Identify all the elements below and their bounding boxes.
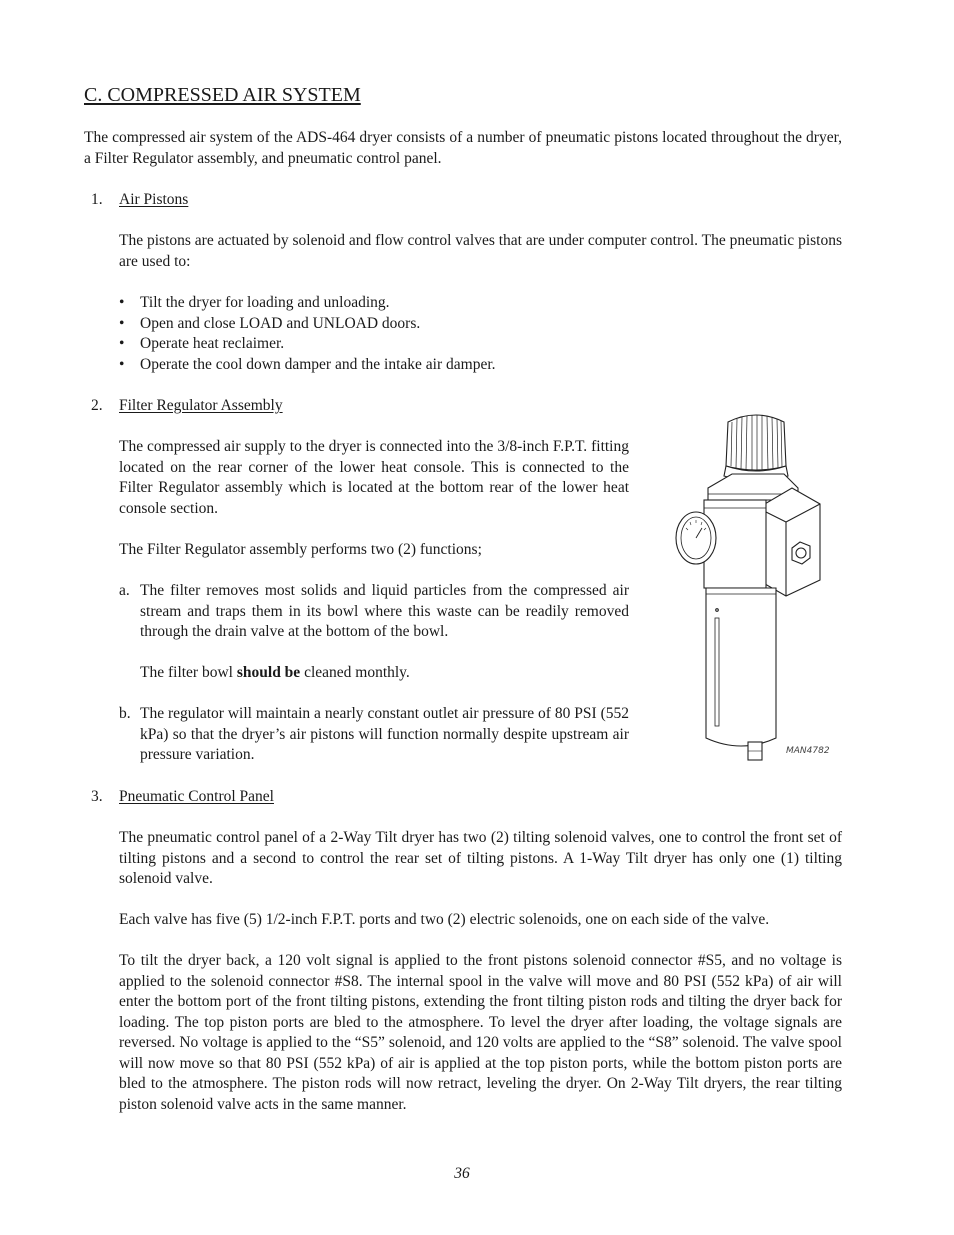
item-3-number: 3. [91,788,103,805]
control-panel-paragraph: The pneumatic control panel of a 2-Way Tilt dryer has two (2) tilting solenoid valves, one to control the front set of tilting pistons and a second to control the rear set of tilting pistons. A 1-Way Tilt dryer has only one (1) tilting solenoid valve. [119,829,842,887]
section-title: C. COMPRESSED AIR SYSTEM [84,84,361,106]
function-a-marker: a. [119,582,130,599]
item-3-heading: Pneumatic Control Panel [119,788,274,805]
item-1-heading: Air Pistons [119,191,189,208]
function-b-marker: b. [119,705,131,722]
list-item: • Tilt the dryer for loading and unloading. [119,293,819,314]
filter-regulator-figure [668,408,838,768]
function-b [119,704,629,766]
page-number: 36 [454,1165,470,1182]
figure-label: MAN4782 [786,746,830,756]
bullet-icon: • [119,355,125,373]
item-1-number: 1. [91,191,103,208]
function-a-text: The filter removes most solids and liquid particles from the compressed air stream and traps them in its bowl where this waste can be readily removed through the drain valve at the bottom of the bowl. [140,582,629,640]
list-item: • Open and close LOAD and UNLOAD doors. [119,314,819,335]
piston-uses-list [119,293,819,375]
list-item: • Operate the cool down damper and the intake air damper. [119,355,819,376]
filter-bowl-note: The filter bowl should be cleaned monthly. [140,664,410,681]
bullet-icon: • [119,314,125,332]
list-item: • Operate heat reclaimer. [119,334,819,355]
air-pistons-paragraph: The pistons are actuated by solenoid and flow control valves that are under computer control. The pneumatic pistons are used to: [119,232,842,270]
tilt-operation-paragraph: To tilt the dryer back, a 120 volt signal is applied to the front pistons solenoid connector #S5, and no voltage is applied to the solenoid connector #S8. The internal spool in the valve will move and 80 PSI (552 kPa) of air will enter the bottom port of the front tilting pistons, extending the front tilting piston rods and tilting the dryer back for loading. The top piston ports are bled to the atmosphere. To level the dryer after loading, the voltage signals are reversed. No voltage is applied to the “S5” solenoid, and 120 volts are applied to the “S8” solenoid. The valve spool will now move so that 80 PSI (552 kPa) of air is applied at the top piston ports, while the bottom piston ports are bled to the atmosphere. The piston rods will now retract, leveling the dryer. On 2-Way Tilt dryers, the rear tilting piston solenoid valve acts in the same manner. [119,952,842,1113]
intro-paragraph: The compressed air system of the ADS-464 dryer consists of a number of pneumatic pistons located throughout the dryer, a Filter Regulator assembly, and pneumatic control panel. [84,129,842,167]
filter-regulator-paragraph: The compressed air supply to the dryer is connected into the 3/8-inch F.P.T. fitting located on the rear corner of the lower heat console. This is connected to the Filter Regulator assembly which is located at the bottom rear of the lower heat console section. [119,438,629,517]
functions-paragraph: The Filter Regulator assembly performs two (2) functions; [119,541,482,558]
item-2-number: 2. [91,397,103,414]
filter-regulator-drawing-icon [668,408,838,768]
item-2-heading: Filter Regulator Assembly [119,397,283,414]
function-b-text: The regulator will maintain a nearly constant outlet air pressure of 80 PSI (552 kPa) so that the dryer’s air pistons will function normally despite upstream air pressure variation. [140,705,629,763]
bullet-icon: • [119,335,125,352]
function-a [119,581,629,643]
bullet-icon: • [119,294,125,311]
valve-ports-paragraph: Each valve has five (5) 1/2-inch F.P.T. ports and two (2) electric solenoids, one on each side of the valve. [119,911,770,928]
